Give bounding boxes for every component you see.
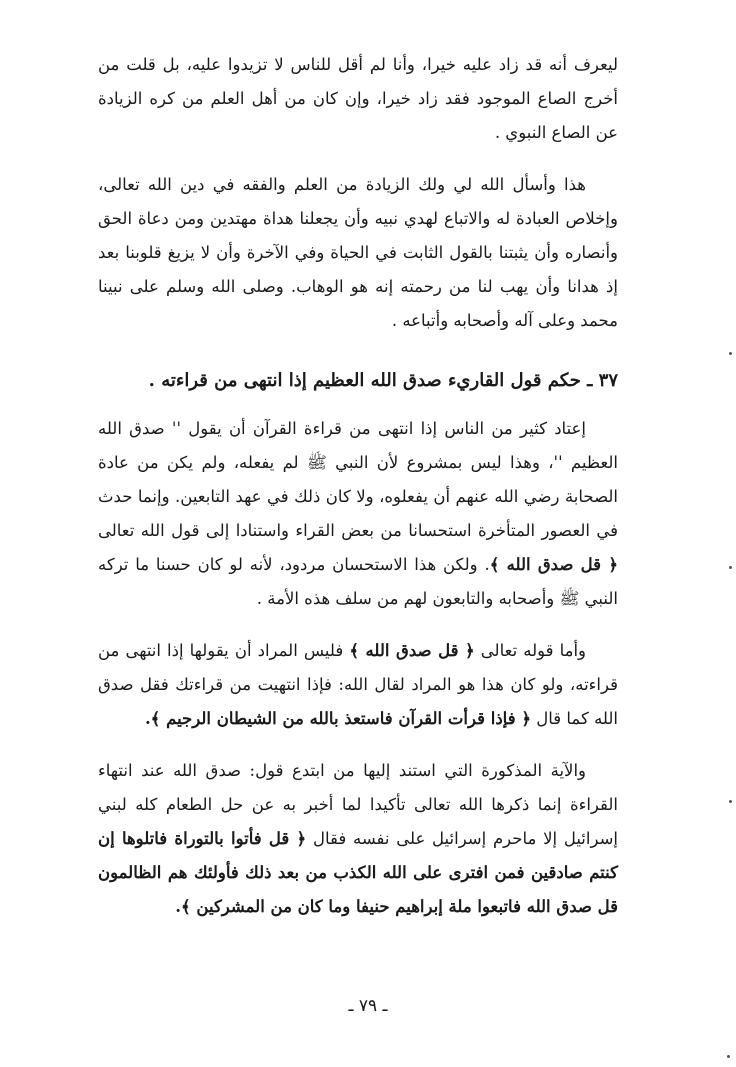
paragraph-4-verse-1: ﴿ قل صدق الله ﴾	[349, 641, 475, 660]
paragraph-4	[98, 634, 618, 736]
paragraph-3-verse-1: ﴿ قل صدق الله ﴾	[489, 555, 618, 574]
paragraph-3-text-2: . ولكن هذا الاستحسان مردود، لأنه لو كان حسنا ما تركه النبي ﷺ وأصحابه والتابعون لهم من سلف هذه الأمة .	[98, 555, 618, 608]
paragraph-3	[98, 412, 618, 616]
scan-edge-mark	[729, 566, 732, 569]
scan-edge-mark	[729, 800, 732, 803]
paragraph-1: ليعرف أنه قد زاد عليه خيرا، وأنا لم أقل للناس لا تزيدوا عليه، بل قلت من أخرج الصاع الموجود فقد زاد خيرا، وإن كان من أهل العلم من كره الزيادة عن الصاع النبوي .	[98, 55, 618, 142]
page-body	[98, 48, 618, 942]
paragraph-2: هذا وأسأل الله لي ولك الزيادة من العلم والفقه في دين الله تعالى، وإخلاص العبادة له والاتباع لهدي نبيه وأن يجعلنا هداة مهتدين ومن دعاة الحق وأنصاره وأن يثبتنا بالقول الثابت في الحياة وفي الآخرة وأن لا يزيغ قلوبنا بعد إذ هدانا وأن يهب لنا من رحمته إنه هو الوهاب. وصلى الله وسلم على نبينا محمد وعلى آله وأصحابه وأتباعه .	[98, 175, 618, 330]
paragraph-4-text-1: وأما قوله تعالى	[480, 641, 587, 660]
scan-edge-mark	[727, 1055, 730, 1058]
page-number: ـ ٧٩ ـ	[348, 996, 388, 1016]
paragraph-5-verse-1: ﴿ قل فأتوا بالتوراة فاتلوها إن كنتم صادقين فمن افترى على الله الكذب من بعد ذلك فأولئك هم الظالمون قل صدق الله فاتبعوا ملة إبراهيم حنيفا وما كان من المشركين ﴾.	[98, 829, 618, 916]
paragraph-4-text-2: فليس المراد أن يقولها إذا انتهى من قراءته، ولو كان هذا هو المراد لقال الله: فإذا انتهيت من قراءتك فقل صدق الله كما قال	[98, 641, 618, 728]
paragraph-5	[98, 754, 618, 924]
paragraph-5-text-1: والآية المذكورة التي استند إليها من ابتدع قول: صدق الله عند انتهاء القراءة إنما ذكرها الله تعالى تأكيدا لما أخبر به عن حل الطعام كله لبني إسرائيل إلا ماحرم إسرائيل على نفسه فقال	[98, 761, 619, 848]
scan-edge-mark	[729, 352, 732, 355]
paragraph-3-text-1: إعتاد كثير من الناس إذا انتهى من قراءة القرآن أن يقول '' صدق الله العظيم ''، وهذا ليس بمشروع لأن النبي ﷺ لم يفعله، ولم يكن من عادة الصحابة رضي الله عنهم أن يفعلوه، ولا كان ذلك في عهد التابعين. وإنما حدث في العصور المتأخرة استحسانا من بعض القراء واستنادا إلى قول الله تعالى	[98, 419, 618, 540]
section-heading: ٣٧ ـ حكم قول القاريء صدق الله العظيم إذا انتهى من قراءته .	[148, 370, 618, 391]
paragraph-4-verse-2: ﴿ فإذا قرأت القرآن فاستعذ بالله من الشيطان الرجيم ﴾.	[144, 709, 531, 728]
